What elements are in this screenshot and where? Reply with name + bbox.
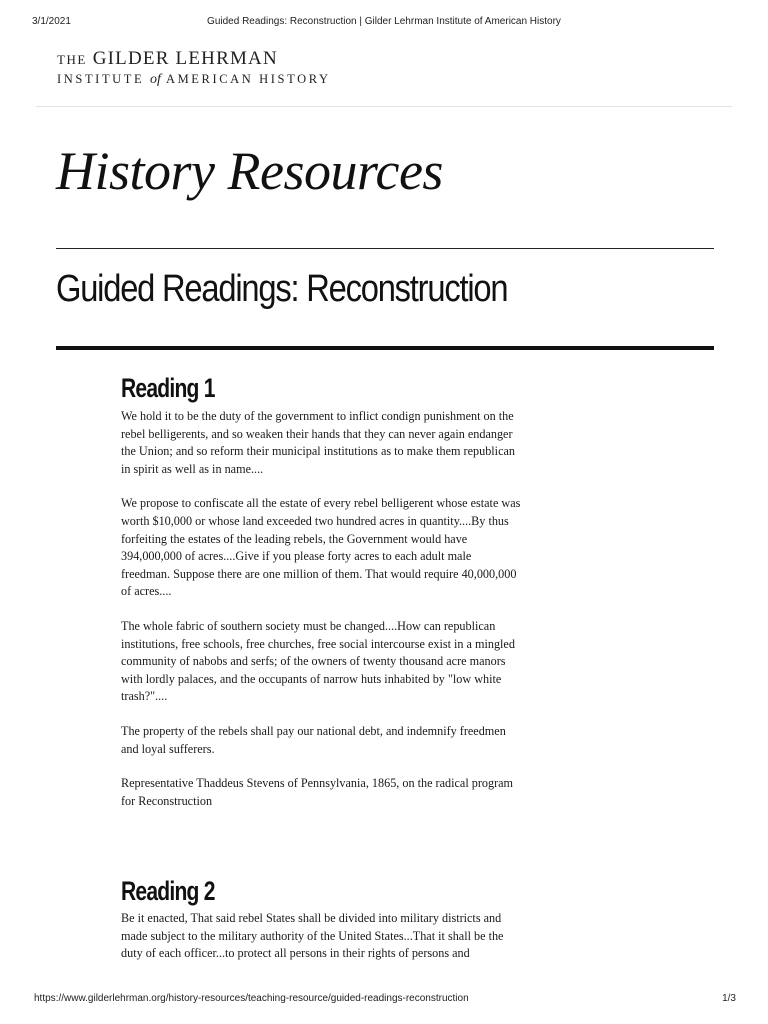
logo-of: of [150,72,161,87]
print-footer [34,993,736,1007]
reading-paragraph: We hold it to be the duty of the government to inflict condign punishment on the rebel belligerents, and so weaken their hands that they can never again endanger the Union; and so reform their municipal institutions as to make them republican in spirit as well as in name.... [121,409,515,476]
print-page-number: 1/3 [722,993,736,1004]
logo-name-line [57,48,331,71]
print-date: 3/1/2021 [32,16,71,27]
print-header [32,16,736,30]
page-title: Guided Readings: Reconstruction [56,268,508,310]
logo-american-history: AMERICAN HISTORY [165,72,331,86]
reading-paragraph: We propose to confiscate all the estate of every rebel belligerent whose estate was worth $10,000 or whose land exceeded two hundred acres in quantity....By thus forfeiting the estates of the leading rebels, the Government would have 394,000,000 of acres....Give if you please forty acres to each adult male freedman. Suppose there are one million of them. That would require 40,000,000 of acres.... [121,496,521,599]
logo-institute: INSTITUTE [57,72,145,86]
header-divider [36,106,732,107]
print-page-title: Guided Readings: Reconstruction | Gilder Lehrman Institute of American History [207,16,561,27]
gilder-lehrman-logo[interactable] [57,48,331,88]
section-title: History Resources [56,141,443,201]
title-divider [56,346,714,350]
logo-subtitle-line [57,71,331,88]
section-divider [56,248,714,249]
reading-heading: Reading 1 [121,373,215,403]
logo-the: THE [57,52,87,67]
reading-heading: Reading 2 [121,876,215,906]
print-url: https://www.gilderlehrman.org/history-resources/teaching-resource/guided-readings-reconstruction [34,993,469,1004]
reading-2-section [121,874,521,980]
reading-paragraph: Be it enacted, That said rebel States shall be divided into military districts and made subject to the military authority of the United States...That it shall be the duty of each officer...to protect all persons in their rights of persons and [121,911,504,961]
reading-attribution: Representative Thaddeus Stevens of Pennsylvania, 1865, on the radical program for Reconstruction [121,776,514,808]
reading-paragraph: The whole fabric of southern society must be changed....How can republican institutions, free schools, free churches, free social intercourse exist in a mingled community of nabobs and serfs; of the owners of twenty thousand acre manors with lordly palaces, and the occupants of narrow huts inhabited by "low white trash?".... [121,618,515,704]
reading-1-section [121,370,521,827]
logo-name: GILDER LEHRMAN [92,48,278,69]
reading-paragraph: The property of the rebels shall pay our national debt, and indemnify freedmen and loyal sufferers. [121,723,506,756]
